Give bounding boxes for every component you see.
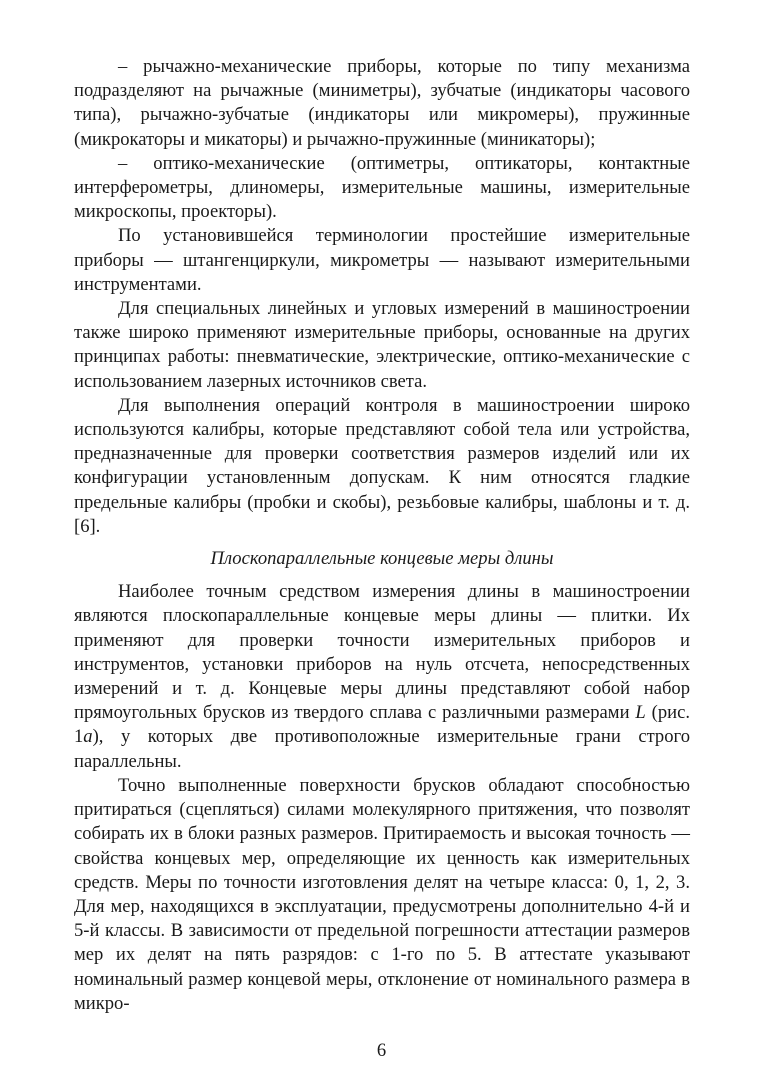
paragraph-gauge-blocks-intro-part-1: Наиболее точным средством измерения длины в машиностроении являются плоскопараллельные концевые меры длины — плитки. Их применяют для проверки точности измерительных приборов и инструментов, установки приборов на нуль отсчета, непосредственных измерений и т. д. Концевые меры длины представляют собой набор прямоугольных брусков из твердого сплава с различными размерами bbox=[74, 581, 690, 724]
paragraph-gauge-blocks-intro-part-3: ), у которых две противоположные измерительные грани строго параллельны. bbox=[74, 726, 690, 772]
paragraph-gauge-blocks-intro bbox=[74, 580, 690, 774]
page-number: 6 bbox=[376, 1040, 387, 1061]
paragraph-gauge-blocks-intro-part-2: (рис. 1 bbox=[74, 702, 690, 748]
section-heading: Плоскопараллельные концевые меры длины bbox=[210, 548, 554, 570]
paragraph-gauge-blocks-properties: Точно выполненные поверхности брусков обладают способностью притираться (сцепляться) силами молекулярного притяжения, что позволят собирать их в блоки разных размеров. Притираемость и высокая точность — свойства концевых мер, определяющие их ценность как измерительных средств. Меры по точности изготовления делят на четыре класса: 0, 1, 2, 3. Для мер, находящихся в эксплуатации, предусмотрены дополнительно 4-й и 5-й классы. В зависимости от предельной погрешности аттестации размеров мер их делят на пять разрядов: с 1-го по 5. В аттестате указывают номинальный размер концевой меры, отклонение от номинального размера в микро- bbox=[74, 774, 690, 1014]
paragraph-gauges: Для выполнения операций контроля в машиностроении широко используются калибры, которые представляют собой тела или устройства, предназначенные для проверки соответствия размеров изделий или их конфигурации установленным допускам. К ним относятся гладкие предельные калибры (пробки и скобы), резьбовые калибры, шаблоны и т. д. [6]. bbox=[74, 394, 690, 537]
paragraph-terminology: По установившейся терминологии простейшие измерительные приборы — штангенциркули, микрометры — называют измерительными инструментами. bbox=[74, 225, 690, 295]
symbol-L: L bbox=[635, 702, 646, 724]
paragraph-special-measurements: Для специальных линейных и угловых измерений в машиностроении также широко применяют измерительные приборы, основанные на других принципах работы: пневматические, электрические, оптико-механические с использованием лазерных источников света. bbox=[74, 298, 690, 392]
paragraph-lever-mechanical: – рычажно-механические приборы, которые по типу механизма подразделяют на рычажные (миниметры), зубчатые (индикаторы часового типа), рычажно-зубчатые (индикаторы или микромеры), пружинные (микрокаторы и микаторы) и рычажно-пружинные (миникаторы); bbox=[74, 56, 690, 150]
page-content bbox=[74, 55, 690, 1016]
figure-letter: а bbox=[83, 726, 93, 748]
paragraph-optical-mechanical: – оптико-механические (оптиметры, оптикаторы, контактные интерферометры, длиномеры, измерительные машины, измерительные микроскопы, проекторы). bbox=[74, 152, 690, 223]
